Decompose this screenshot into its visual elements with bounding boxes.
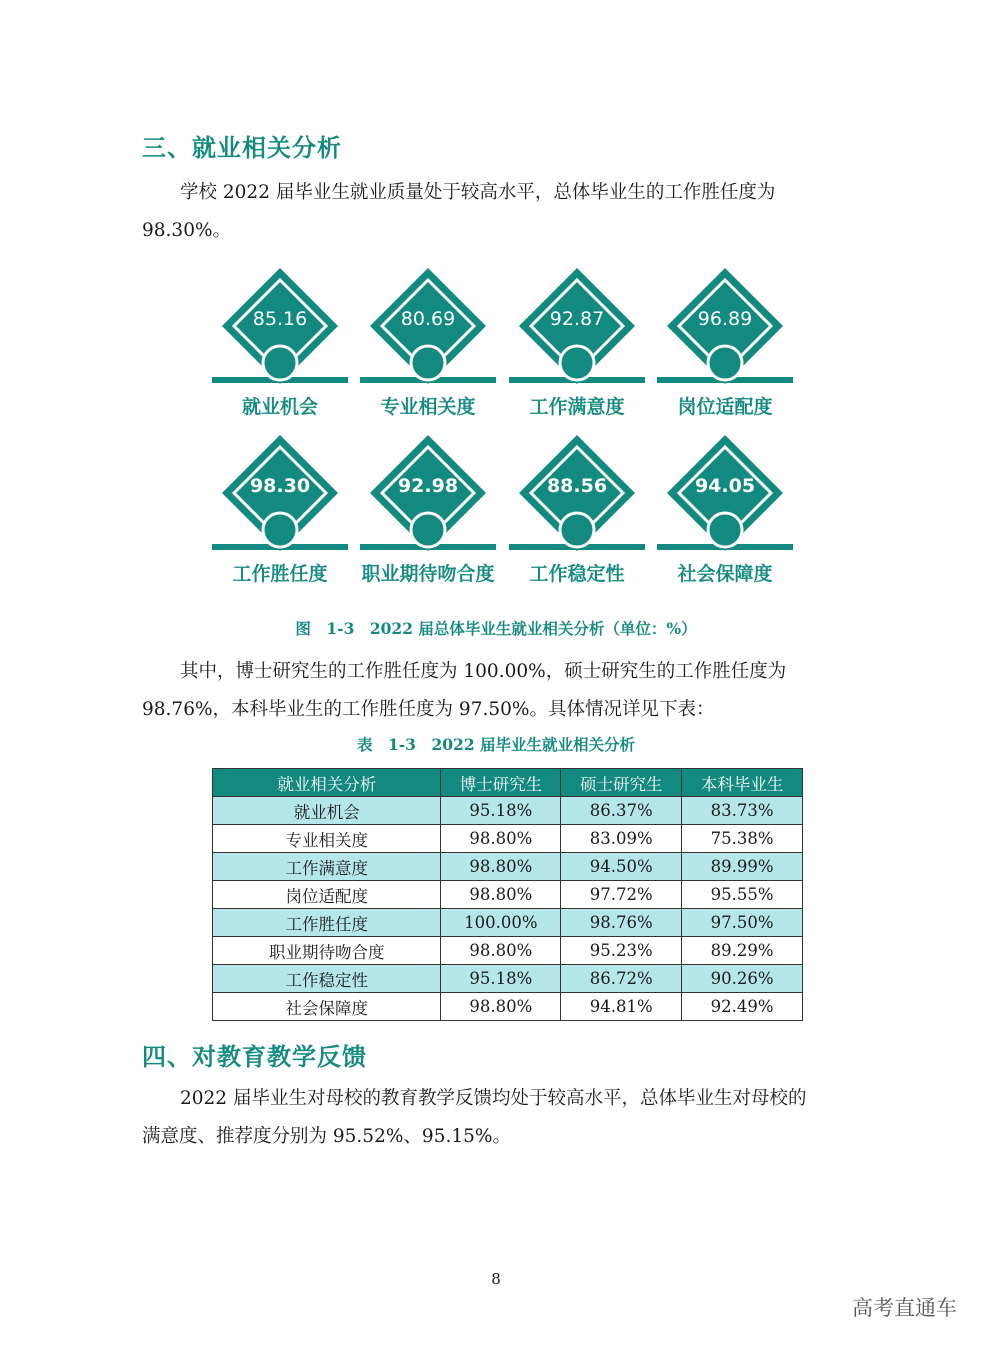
metric-card (655, 258, 795, 418)
table-row (213, 993, 803, 1021)
value-cell: 86.37% (561, 797, 682, 825)
metric-value: 92.98 (397, 475, 459, 497)
metric-value: 94.05 (694, 475, 756, 497)
column-header: 就业相关分析 (213, 769, 441, 797)
value-cell: 97.50% (682, 909, 803, 937)
metric-value: 80.69 (400, 308, 456, 330)
circle-knob (708, 346, 742, 380)
value-cell: 89.29% (682, 937, 803, 965)
metric-label: 工作稳定性 (529, 563, 625, 585)
metric-card (507, 425, 647, 585)
metric-value: 96.89 (697, 308, 753, 330)
table-row (213, 965, 803, 993)
value-cell: 98.80% (441, 937, 561, 965)
circle-knob (560, 513, 594, 547)
row-label-cell: 工作胜任度 (213, 909, 441, 937)
figure-caption: 图 1-3 2022 届总体毕业生就业相关分析（单位：%） (295, 619, 697, 638)
section-4-paragraph (142, 1080, 862, 1156)
metric-label: 工作满意度 (529, 396, 625, 418)
circle-knob (263, 513, 297, 547)
circle-knob (560, 346, 594, 380)
table-row (213, 909, 803, 937)
metric-card (507, 258, 647, 418)
section-3-paragraph (142, 174, 862, 250)
value-cell: 97.72% (561, 881, 682, 909)
value-cell: 89.99% (682, 853, 803, 881)
value-cell: 95.23% (561, 937, 682, 965)
metric-label: 工作胜任度 (232, 563, 328, 585)
metric-label: 职业期待吻合度 (361, 563, 495, 585)
paragraph-line: 学校 2022 届毕业生就业质量处于较高水平，总体毕业生的工作胜任度为 (180, 182, 776, 203)
metric-card (358, 425, 498, 585)
value-cell: 95.18% (441, 965, 561, 993)
table-row (213, 853, 803, 881)
row-label-cell: 社会保障度 (213, 993, 441, 1021)
doctor-master-paragraph (142, 653, 862, 729)
circle-knob (411, 346, 445, 380)
metric-label: 就业机会 (241, 396, 318, 418)
metric-card (358, 258, 498, 418)
value-cell: 98.80% (441, 853, 561, 881)
column-header: 本科毕业生 (682, 769, 803, 797)
value-cell: 98.80% (441, 993, 561, 1021)
value-cell: 83.73% (682, 797, 803, 825)
paragraph-line: 98.76%，本科毕业生的工作胜任度为 97.50%。具体情况详见下表： (142, 699, 715, 720)
row-label-cell: 岗位适配度 (213, 881, 441, 909)
table-row (213, 825, 803, 853)
paragraph-line: 2022 届毕业生对母校的教育教学反馈均处于较高水平，总体毕业生对母校的 (180, 1088, 807, 1109)
value-cell: 75.38% (682, 825, 803, 853)
metric-card (655, 425, 795, 585)
page-number: 8 (491, 1270, 501, 1288)
circle-knob (263, 346, 297, 380)
value-cell: 95.18% (441, 797, 561, 825)
paragraph-line: 其中，博士研究生的工作胜任度为 100.00%，硕士研究生的工作胜任度为 (180, 661, 787, 682)
value-cell: 98.76% (561, 909, 682, 937)
row-label-cell: 工作稳定性 (213, 965, 441, 993)
circle-knob (411, 513, 445, 547)
table-row (213, 937, 803, 965)
metric-card (210, 258, 350, 418)
value-cell: 83.09% (561, 825, 682, 853)
row-label-cell: 工作满意度 (213, 853, 441, 881)
metric-value: 85.16 (252, 308, 308, 330)
employment-analysis-table (212, 768, 803, 1021)
row-label-cell: 就业机会 (213, 797, 441, 825)
column-header: 硕士研究生 (561, 769, 682, 797)
value-cell: 86.72% (561, 965, 682, 993)
circle-knob (708, 513, 742, 547)
section-4-heading: 四、对教育教学反馈 (142, 1043, 367, 1071)
paragraph-line: 满意度、推荐度分别为 95.52%、95.15%。 (142, 1126, 511, 1147)
row-label-cell: 专业相关度 (213, 825, 441, 853)
paragraph-line: 98.30%。 (142, 220, 232, 241)
value-cell: 100.00% (441, 909, 561, 937)
value-cell: 98.80% (441, 881, 561, 909)
value-cell: 92.49% (682, 993, 803, 1021)
metric-value: 88.56 (546, 475, 608, 497)
table-row (213, 797, 803, 825)
metric-label: 专业相关度 (380, 396, 476, 418)
value-cell: 94.81% (561, 993, 682, 1021)
metric-value: 92.87 (549, 308, 605, 330)
value-cell: 94.50% (561, 853, 682, 881)
table-header-row (213, 769, 803, 797)
table-caption: 表 1-3 2022 届毕业生就业相关分析 (356, 735, 636, 754)
row-label-cell: 职业期待吻合度 (213, 937, 441, 965)
metric-value: 98.30 (249, 475, 311, 497)
metric-card (210, 425, 350, 585)
value-cell: 95.55% (682, 881, 803, 909)
section-3-heading: 三、就业相关分析 (142, 134, 342, 162)
metric-label: 社会保障度 (677, 563, 773, 585)
value-cell: 98.80% (441, 825, 561, 853)
watermark-text: 高考直通车 (852, 1296, 957, 1320)
table-row (213, 881, 803, 909)
column-header: 博士研究生 (441, 769, 561, 797)
metric-label: 岗位适配度 (677, 396, 773, 418)
employment-metrics-infographic (200, 258, 800, 598)
value-cell: 90.26% (682, 965, 803, 993)
